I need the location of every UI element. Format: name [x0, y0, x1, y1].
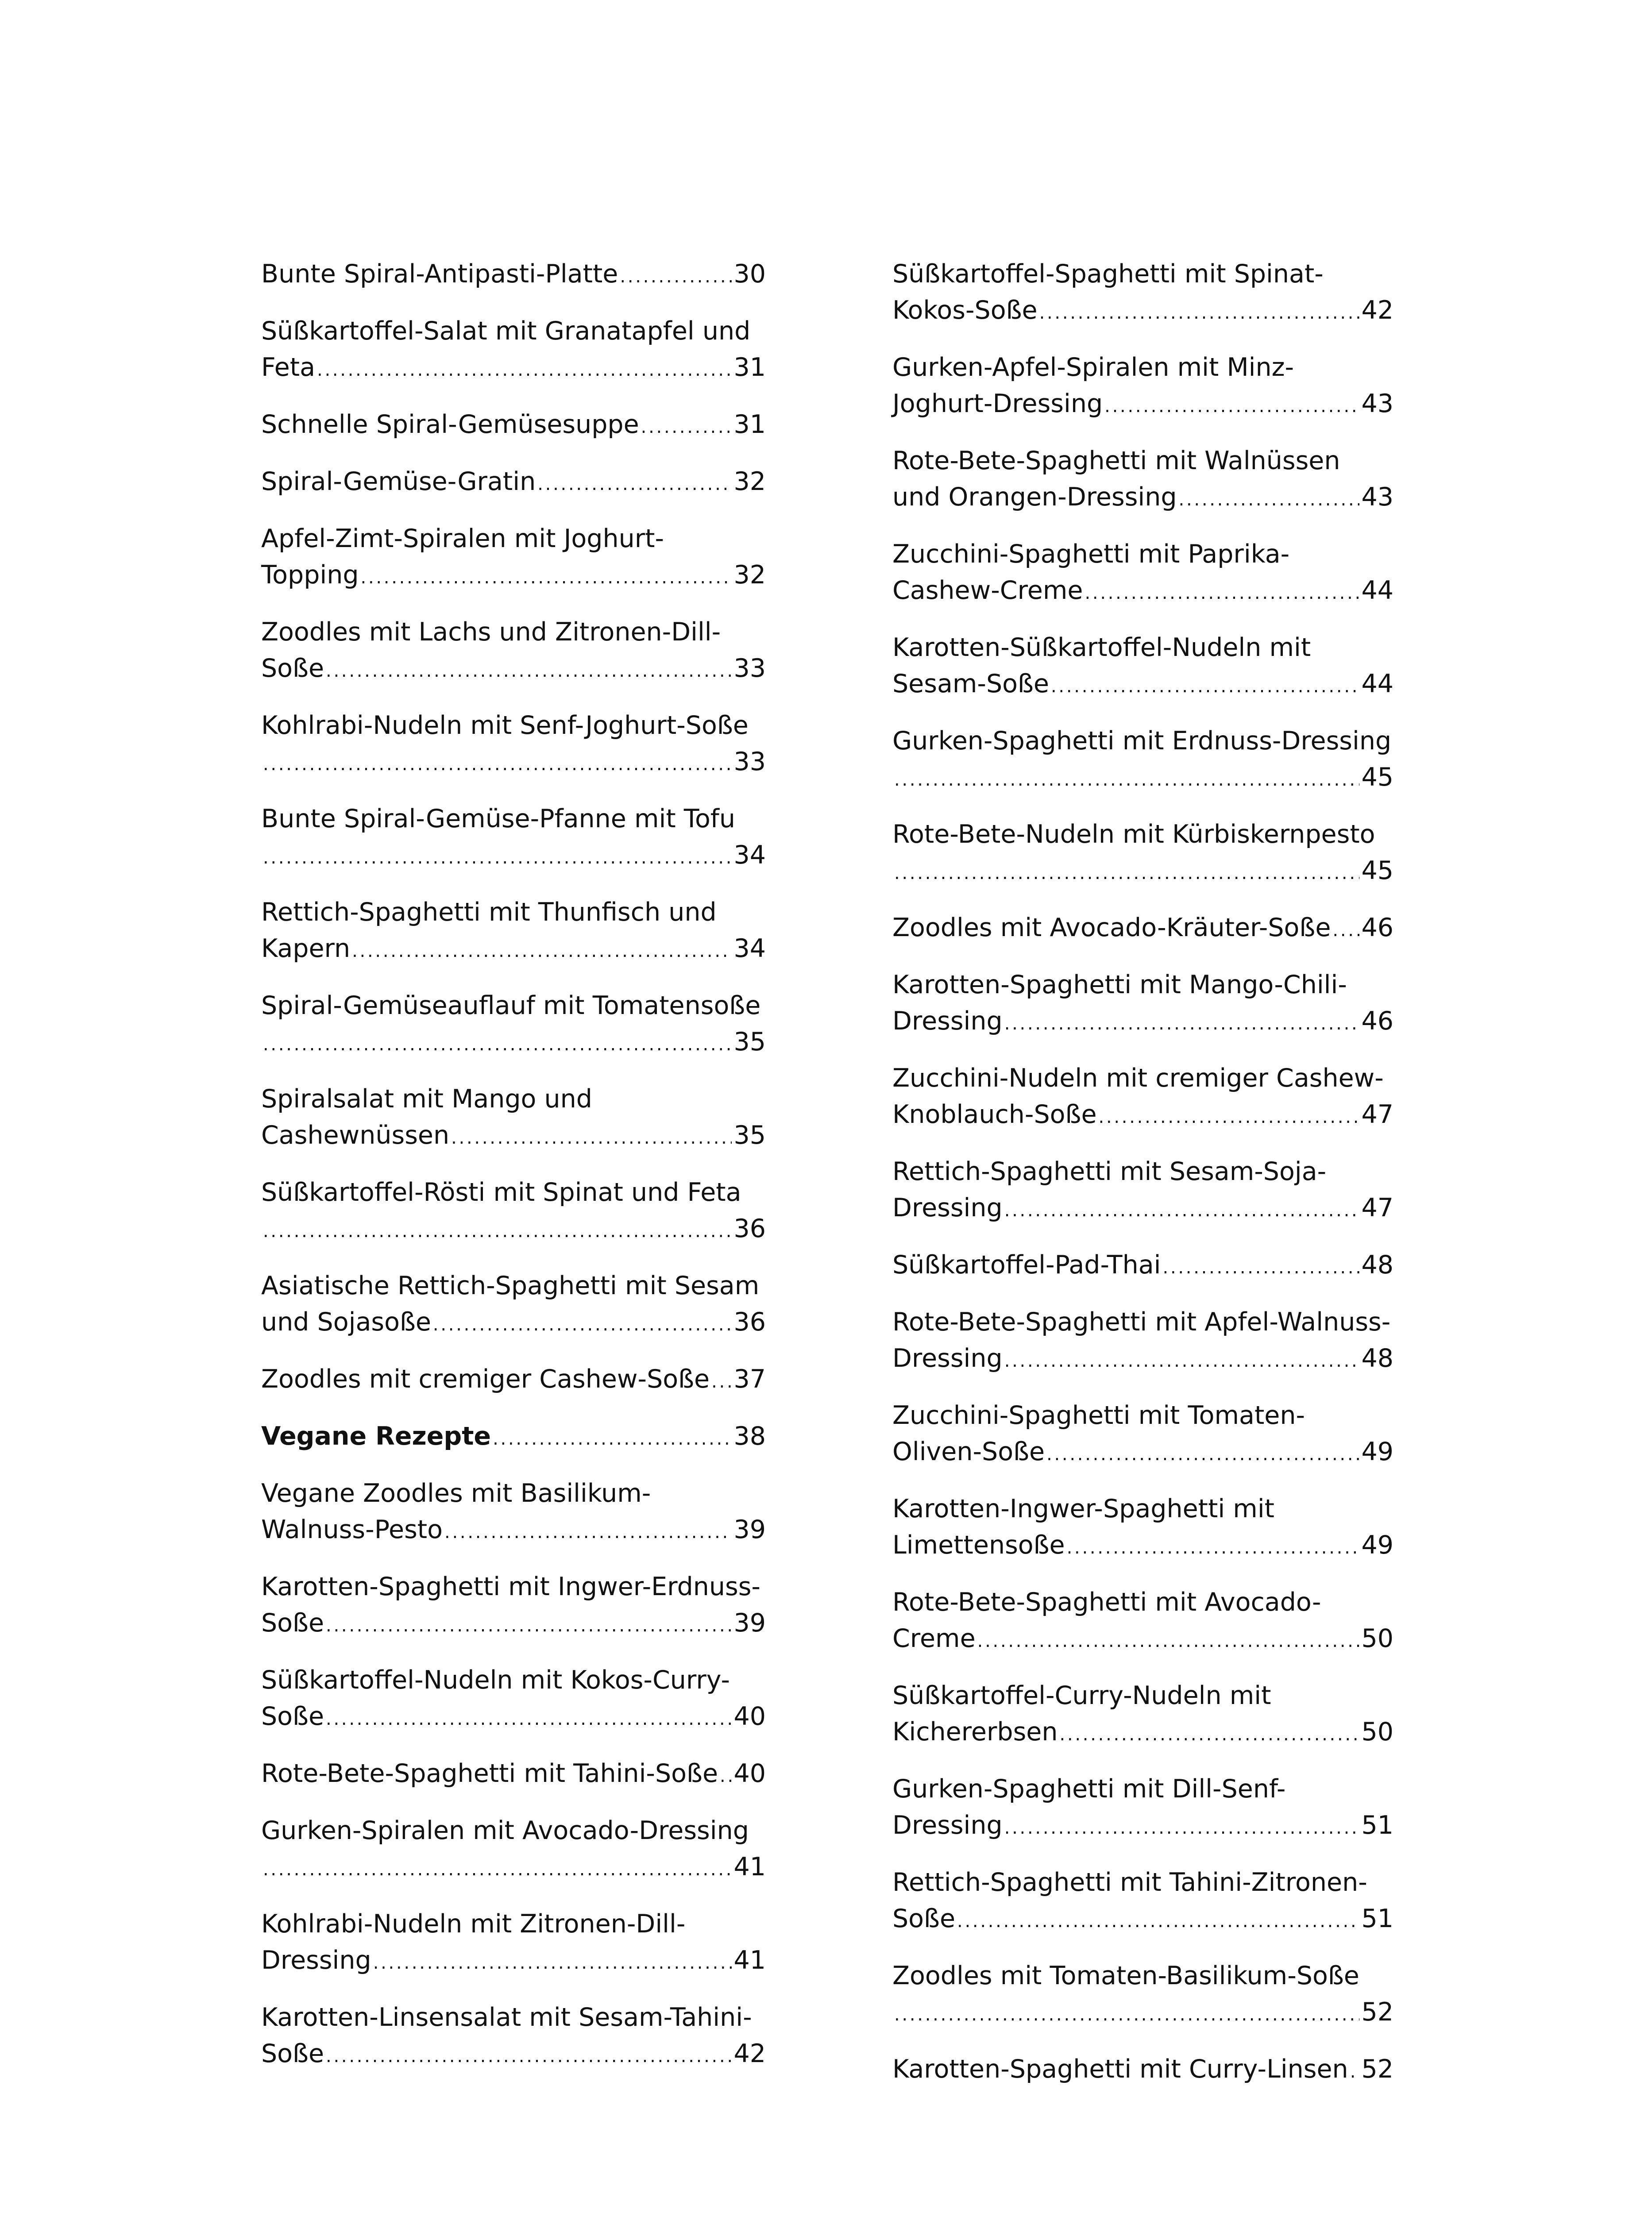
toc-entry-title: Joghurt-Dressing — [892, 389, 1103, 418]
toc-entry[interactable] — [892, 1958, 1393, 2033]
toc-entry-page-number: 47 — [1361, 1193, 1393, 1222]
toc-entry-title: Karotten-Spaghetti mit Curry-Linsen — [892, 2055, 1348, 2084]
toc-entry-title: Oliven-Soße — [892, 1437, 1045, 1466]
toc-entry[interactable] — [261, 1475, 766, 1550]
toc-entry[interactable] — [892, 816, 1393, 891]
toc-entry[interactable] — [892, 723, 1393, 798]
toc-entry-page-number: 39 — [733, 1608, 766, 1638]
dot-leader — [1004, 1810, 1360, 1846]
toc-entry-page-number: 36 — [733, 1214, 766, 1243]
toc-entry-leader-line — [261, 650, 766, 689]
dot-leader — [493, 1421, 732, 1457]
toc-entry-title-line: Zucchini-Nudeln mit cremiger Cashew- — [892, 1064, 1384, 1093]
toc-entry[interactable] — [892, 1584, 1393, 1659]
dot-leader — [1332, 912, 1359, 948]
dot-leader — [1085, 575, 1359, 611]
toc-entry[interactable] — [892, 1864, 1393, 1939]
toc-entry-title-line: Karotten-Spaghetti mit Ingwer-Erdnuss- — [261, 1572, 760, 1601]
dot-leader — [977, 1623, 1360, 1659]
toc-entry-leader-line — [892, 910, 1393, 948]
toc-entry-title: Feta — [261, 353, 316, 382]
toc-entry[interactable] — [261, 1268, 766, 1343]
toc-entry-leader-line — [261, 1211, 766, 1249]
toc-entry[interactable] — [892, 1491, 1393, 1566]
toc-entry-page-number: 48 — [1361, 1250, 1393, 1280]
dot-leader — [373, 1945, 732, 1981]
toc-entry[interactable] — [261, 1418, 766, 1457]
toc-entry-leader-line — [892, 1190, 1393, 1229]
toc-entry-page-number: 48 — [1361, 1344, 1393, 1373]
toc-entry[interactable] — [261, 801, 766, 876]
dot-leader — [1046, 1436, 1359, 1473]
toc-entry[interactable] — [261, 463, 766, 502]
dot-leader — [352, 933, 732, 969]
dot-leader — [1099, 1099, 1360, 1135]
toc-entry-title-line: Rettich-Spaghetti mit Thunfisch und — [261, 898, 717, 927]
toc-entry-title-line: Rote-Bete-Spaghetti mit Walnüssen — [892, 446, 1340, 475]
toc-entry[interactable] — [261, 313, 766, 388]
toc-entry-leader-line — [892, 1620, 1393, 1659]
dot-leader — [263, 1851, 732, 1888]
toc-entry-title: Kapern — [261, 934, 351, 963]
toc-entry-leader-line — [261, 1024, 766, 1063]
toc-entry-title-line: Zucchini-Spaghetti mit Tomaten- — [892, 1401, 1305, 1430]
toc-entry-leader-line — [892, 1527, 1393, 1566]
toc-entry-page-number: 31 — [733, 410, 766, 439]
dot-leader — [711, 1364, 732, 1400]
dot-leader — [263, 1026, 732, 1063]
toc-entry-title-line: Bunte Spiral-Gemüse-Pfanne mit Tofu — [261, 804, 736, 833]
toc-entry[interactable] — [892, 1247, 1393, 1286]
toc-entry[interactable] — [261, 1906, 766, 1981]
toc-entry-page-number: 37 — [733, 1365, 766, 1394]
toc-entry-leader-line — [261, 1304, 766, 1343]
toc-entry-leader-line — [892, 1807, 1393, 1846]
toc-entry-title-line: Karotten-Spaghetti mit Mango-Chili- — [892, 970, 1347, 999]
toc-entry-title-line: Süßkartoffel-Rösti mit Spinat und Feta — [261, 1178, 741, 1207]
toc-entry[interactable] — [892, 2051, 1393, 2090]
toc-entry-title-line: Spiralsalat mit Mango und — [261, 1084, 592, 1114]
dot-leader — [1004, 1006, 1360, 1042]
toc-entry[interactable] — [892, 1677, 1393, 1753]
toc-entry[interactable] — [261, 1999, 766, 2074]
toc-entry[interactable] — [892, 349, 1393, 424]
toc-entry-title-line: Süßkartoffel-Salat mit Granatapfel und — [261, 316, 751, 346]
dot-leader — [1067, 1530, 1360, 1566]
toc-entry-leader-line — [261, 1755, 766, 1794]
toc-entry-page-number: 44 — [1361, 576, 1393, 605]
toc-entry-page-number: 40 — [733, 1759, 766, 1788]
toc-entry[interactable] — [261, 614, 766, 689]
toc-entry-page-number: 49 — [1361, 1531, 1393, 1560]
toc-entry-title: Schnelle Spiral-Gemüsesuppe — [261, 410, 639, 439]
toc-entry-leader-line — [892, 852, 1393, 891]
toc-entry-page-number: 30 — [733, 259, 766, 289]
toc-entry-title: und Orangen-Dressing — [892, 482, 1177, 512]
toc-entry-page-number: 52 — [1361, 2055, 1393, 2084]
toc-entry-title-line: Spiral-Gemüseauflauf mit Tomatensoße — [261, 991, 761, 1020]
toc-entry-title-line: Rettich-Spaghetti mit Tahini-Zitronen- — [892, 1868, 1367, 1897]
toc-entry-title-line: Gurken-Spaghetti mit Erdnuss-Dressing — [892, 726, 1392, 756]
dot-leader — [451, 1120, 732, 1156]
dot-leader — [326, 653, 732, 689]
toc-entry-page-number: 49 — [1361, 1437, 1393, 1466]
dot-leader — [894, 762, 1359, 798]
toc-entry-page-number: 51 — [1361, 1811, 1393, 1840]
dot-leader — [1104, 388, 1359, 424]
toc-entry-leader-line — [892, 1247, 1393, 1286]
dot-leader — [263, 746, 732, 783]
toc-entry-title: Sesam-Soße — [892, 669, 1049, 698]
toc-entry-title: Dressing — [892, 1006, 1003, 1036]
dot-leader — [326, 2038, 732, 2074]
toc-entry-title: Dressing — [892, 1811, 1003, 1840]
toc-entry-page-number: 45 — [1361, 763, 1393, 792]
toc-entry-leader-line — [261, 2036, 766, 2074]
toc-entry-leader-line — [261, 1361, 766, 1400]
toc-entry-page-number: 47 — [1361, 1100, 1393, 1129]
toc-entry-leader-line — [892, 572, 1393, 611]
toc-entry-leader-line — [892, 1994, 1393, 2033]
toc-entry-title: Creme — [892, 1624, 976, 1653]
toc-entry-leader-line — [892, 1714, 1393, 1753]
toc-entry-title-line: Süßkartoffel-Curry-Nudeln mit — [892, 1681, 1271, 1710]
dot-leader — [1350, 2054, 1360, 2090]
toc-entry-title-line: Gurken-Spiralen mit Avocado-Dressing — [261, 1816, 749, 1845]
toc-entry-page-number: 32 — [733, 560, 766, 590]
toc-entry-title-line: Gurken-Apfel-Spiralen mit Minz- — [892, 353, 1294, 382]
toc-entry-leader-line — [892, 292, 1393, 331]
toc-entry[interactable] — [261, 1569, 766, 1644]
toc-entry-title: Topping — [261, 560, 359, 590]
toc-entry-leader-line — [261, 1942, 766, 1981]
dot-leader — [317, 352, 732, 388]
toc-entry[interactable] — [261, 1755, 766, 1794]
toc-entry-page-number: 39 — [733, 1515, 766, 1544]
dot-leader — [1051, 668, 1359, 705]
toc-entry[interactable] — [261, 707, 766, 783]
toc-entry-title: Soße — [261, 654, 324, 683]
toc-entry-title-line: Karotten-Linsensalat mit Sesam-Tahini- — [261, 2003, 752, 2032]
toc-entry-page-number: 36 — [733, 1307, 766, 1337]
toc-entry-page-number: 46 — [1361, 1006, 1393, 1036]
toc-column-left — [261, 256, 766, 2093]
dot-leader — [1039, 295, 1360, 331]
toc-entry-title-line: Rettich-Spaghetti mit Sesam-Soja- — [892, 1157, 1327, 1186]
toc-entry-page-number: 45 — [1361, 856, 1393, 885]
toc-entry-page-number: 52 — [1361, 1997, 1393, 2027]
dot-leader — [894, 1997, 1359, 2033]
toc-entry[interactable] — [892, 1771, 1393, 1846]
toc-entry-title: Bunte Spiral-Antipasti-Platte — [261, 259, 618, 289]
toc-entry-leader-line — [261, 1511, 766, 1550]
toc-entry[interactable] — [892, 967, 1393, 1042]
toc-entry-leader-line — [261, 930, 766, 969]
toc-entry-title: Süßkartoffel-Pad-Thai — [892, 1250, 1161, 1280]
toc-entry[interactable] — [892, 443, 1393, 518]
toc-entry-title: Walnuss-Pesto — [261, 1515, 443, 1544]
dot-leader — [1004, 1192, 1360, 1229]
toc-entry[interactable] — [261, 1361, 766, 1400]
toc-entry[interactable] — [261, 256, 766, 295]
toc-entry-title: Knoblauch-Soße — [892, 1100, 1097, 1129]
toc-entry-page-number: 34 — [733, 934, 766, 963]
toc-entry-leader-line — [892, 1096, 1393, 1135]
toc-entry[interactable] — [261, 1174, 766, 1249]
toc-entry[interactable] — [261, 1812, 766, 1888]
toc-entry-leader-line — [261, 349, 766, 388]
toc-entry-title: und Sojasoße — [261, 1307, 431, 1337]
toc-column-right — [892, 256, 1393, 2108]
toc-entry-page-number: 32 — [733, 467, 766, 496]
toc-entry[interactable] — [892, 910, 1393, 948]
toc-entry-leader-line — [892, 2051, 1393, 2090]
toc-entry-title-line: Rote-Bete-Nudeln mit Kürbiskernpesto — [892, 820, 1375, 849]
toc-entry-leader-line — [892, 666, 1393, 705]
toc-entry-leader-line — [892, 1901, 1393, 1939]
toc-entry[interactable] — [892, 1060, 1393, 1135]
toc-entry-leader-line — [892, 386, 1393, 424]
dot-leader — [361, 559, 732, 596]
toc-entry-page-number: 38 — [733, 1422, 766, 1451]
toc-entry-page-number: 33 — [733, 654, 766, 683]
toc-entry-page-number: 41 — [733, 1852, 766, 1881]
toc-entry-title-line: Süßkartoffel-Nudeln mit Kokos-Curry- — [261, 1666, 730, 1695]
dot-leader — [720, 1758, 732, 1794]
toc-entry-title-line: Vegane Zoodles mit Basilikum- — [261, 1479, 651, 1508]
toc-entry-leader-line — [892, 479, 1393, 518]
dot-leader — [537, 466, 732, 502]
toc-entry-page-number: 35 — [733, 1121, 766, 1150]
toc-entry-leader-line — [261, 557, 766, 596]
toc-entry-title: Dressing — [892, 1193, 1003, 1222]
toc-entry-title: Zoodles mit cremiger Cashew-Soße — [261, 1365, 710, 1394]
dot-leader — [326, 1701, 732, 1737]
toc-entry-title: Vegane Rezepte — [261, 1422, 491, 1451]
toc-entry[interactable] — [261, 406, 766, 445]
toc-entry-title: Cashew-Creme — [892, 576, 1083, 605]
toc-entry[interactable] — [261, 894, 766, 969]
toc-entry-page-number: 40 — [733, 1702, 766, 1731]
toc-entry-leader-line — [892, 1340, 1393, 1379]
toc-entry[interactable] — [261, 1662, 766, 1737]
dot-leader — [263, 1213, 732, 1249]
toc-entry[interactable] — [892, 536, 1393, 611]
toc-entry-title: Kichererbsen — [892, 1717, 1058, 1746]
dot-leader — [894, 855, 1359, 891]
toc-entry-page-number: 46 — [1361, 913, 1393, 942]
toc-entry-leader-line — [261, 406, 766, 445]
toc-entry-page-number: 43 — [1361, 389, 1393, 418]
toc-entry-leader-line — [261, 256, 766, 295]
dot-leader — [326, 1608, 732, 1644]
toc-entry-leader-line — [892, 1434, 1393, 1473]
toc-entry-title: Dressing — [261, 1946, 371, 1975]
dot-leader — [1060, 1716, 1360, 1753]
toc-entry-page-number: 43 — [1361, 482, 1393, 512]
toc-entry-title-line: Karotten-Ingwer-Spaghetti mit — [892, 1494, 1275, 1523]
toc-entry-leader-line — [261, 1605, 766, 1644]
toc-entry[interactable] — [892, 1397, 1393, 1473]
dot-leader — [433, 1307, 732, 1343]
toc-entry-page-number: 34 — [733, 840, 766, 870]
toc-entry-title-line: Rote-Bete-Spaghetti mit Apfel-Walnuss- — [892, 1307, 1391, 1337]
toc-entry-title: Zoodles mit Avocado-Kräuter-Soße — [892, 913, 1331, 942]
toc-entry-leader-line — [261, 744, 766, 783]
toc-entry-leader-line — [261, 1418, 766, 1457]
toc-entry-page-number: 42 — [733, 2039, 766, 2068]
toc-entry-title-line: Zucchini-Spaghetti mit Paprika- — [892, 540, 1290, 569]
toc-entry-leader-line — [261, 1117, 766, 1156]
toc-entry-leader-line — [261, 463, 766, 502]
toc-entry-leader-line — [892, 1003, 1393, 1042]
dot-leader — [1179, 482, 1360, 518]
dot-leader — [444, 1514, 732, 1550]
toc-entry-title: Cashewnüssen — [261, 1121, 450, 1150]
dot-leader — [641, 409, 732, 445]
toc-entry-title: Spiral-Gemüse-Gratin — [261, 467, 536, 496]
dot-leader — [620, 258, 732, 295]
toc-entry-title: Dressing — [892, 1344, 1003, 1373]
toc-entry-leader-line — [261, 1698, 766, 1737]
toc-entry-title: Kokos-Soße — [892, 296, 1038, 325]
toc-entry-page-number: 50 — [1361, 1717, 1393, 1746]
toc-entry-leader-line — [892, 759, 1393, 798]
toc-entry[interactable] — [261, 520, 766, 596]
toc-entry[interactable] — [892, 1153, 1393, 1229]
toc-entry-title: Soße — [261, 1702, 324, 1731]
toc-entry[interactable] — [892, 1304, 1393, 1379]
toc-entry-title-line: Zoodles mit Lachs und Zitronen-Dill- — [261, 617, 721, 647]
toc-entry-page-number: 33 — [733, 747, 766, 776]
toc-entry-title-line: Süßkartoffel-Spaghetti mit Spinat- — [892, 259, 1324, 289]
toc-entry-title-line: Rote-Bete-Spaghetti mit Avocado- — [892, 1588, 1321, 1617]
toc-entry-leader-line — [261, 1849, 766, 1888]
toc-entry-page-number: 31 — [733, 353, 766, 382]
toc-entry-title: Rote-Bete-Spaghetti mit Tahini-Soße — [261, 1759, 718, 1788]
toc-entry-title-line: Zoodles mit Tomaten-Basilikum-Soße — [892, 1961, 1359, 1990]
toc-entry-page-number: 35 — [733, 1027, 766, 1056]
toc-entry-page-number: 42 — [1361, 296, 1393, 325]
toc-entry-title-line: Kohlrabi-Nudeln mit Zitronen-Dill- — [261, 1909, 686, 1939]
toc-entry[interactable] — [261, 987, 766, 1063]
toc-entry-page-number: 50 — [1361, 1624, 1393, 1653]
toc-entry-title: Soße — [261, 2039, 324, 2068]
toc-entry-title: Limettensoße — [892, 1531, 1065, 1560]
toc-entry-title-line: Asiatische Rettich-Spaghetti mit Sesam — [261, 1271, 760, 1300]
toc-entry-title-line: Kohlrabi-Nudeln mit Senf-Joghurt-Soße — [261, 711, 749, 740]
toc-entry[interactable] — [892, 629, 1393, 705]
dot-leader — [1004, 1343, 1360, 1379]
toc-entry-leader-line — [261, 837, 766, 876]
toc-entry-title: Soße — [261, 1608, 324, 1638]
toc-entry-page-number: 51 — [1361, 1904, 1393, 1933]
toc-entry-title-line: Apfel-Zimt-Spiralen mit Joghurt- — [261, 524, 664, 553]
dot-leader — [957, 1903, 1359, 1939]
dot-leader — [1163, 1249, 1360, 1286]
toc-entry-title-line: Gurken-Spaghetti mit Dill-Senf- — [892, 1774, 1286, 1804]
toc-entry-title: Soße — [892, 1904, 956, 1933]
toc-entry[interactable] — [261, 1081, 766, 1156]
toc-entry-page-number: 44 — [1361, 669, 1393, 698]
toc-entry-page-number: 41 — [733, 1946, 766, 1975]
toc-entry-title-line: Karotten-Süßkartoffel-Nudeln mit — [892, 633, 1311, 662]
toc-entry[interactable] — [892, 256, 1393, 331]
dot-leader — [263, 840, 732, 876]
